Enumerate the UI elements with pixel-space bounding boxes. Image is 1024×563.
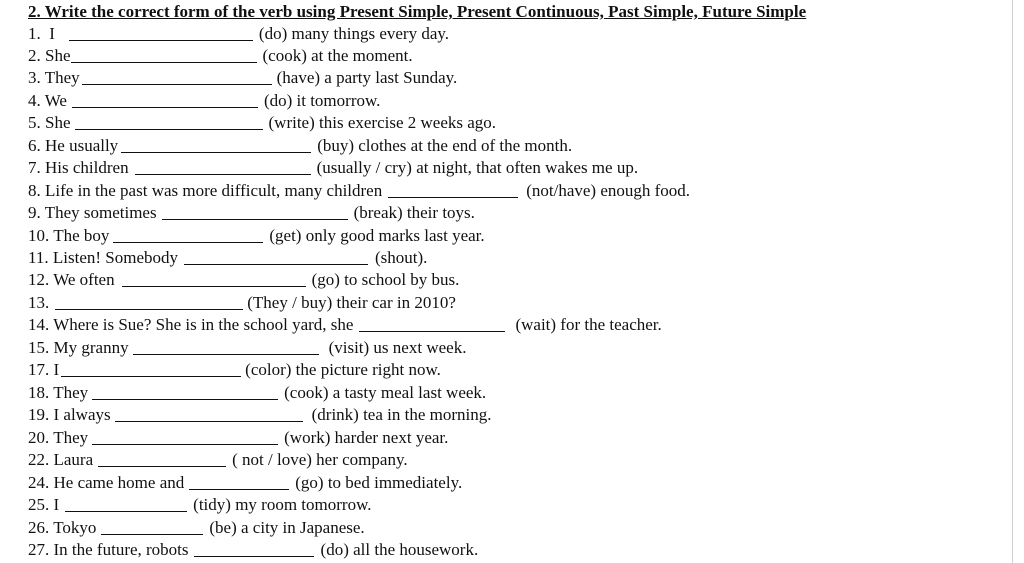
exercise-item-26	[28, 516, 365, 538]
exercise-item-11	[28, 246, 427, 268]
item-prompt: 2. She	[28, 46, 71, 65]
item-verb-hint: (write) this exercise 2 weeks ago.	[268, 113, 497, 132]
item-prompt: 11. Listen! Somebody	[28, 248, 178, 267]
answer-blank[interactable]	[98, 450, 226, 467]
item-prompt: 20. They	[28, 428, 89, 447]
exercise-item-10	[28, 224, 485, 246]
item-verb-hint: (visit) us next week.	[328, 338, 467, 357]
answer-blank[interactable]	[92, 383, 278, 400]
item-verb-hint: (drink) tea in the morning.	[311, 405, 492, 424]
item-prompt: 25. I	[28, 495, 60, 514]
answer-blank[interactable]	[133, 338, 319, 355]
exercise-item-12	[28, 268, 459, 290]
exercise-item-2	[28, 44, 413, 66]
item-prompt: 17. I	[28, 360, 60, 379]
item-verb-hint: (break) their toys.	[353, 203, 475, 222]
item-verb-hint: (wait) for the teacher.	[515, 315, 662, 334]
answer-blank[interactable]	[72, 91, 258, 108]
answer-blank[interactable]	[75, 113, 263, 130]
item-prompt: 18. They	[28, 383, 89, 402]
item-verb-hint: (usually / cry) at night, that often wakes me up.	[316, 158, 639, 177]
item-prompt: 8. Life in the past was more difficult, many children	[28, 181, 383, 200]
answer-blank[interactable]	[121, 136, 311, 153]
answer-blank[interactable]	[162, 203, 348, 220]
answer-blank[interactable]	[69, 24, 253, 41]
item-verb-hint: (cook) at the moment.	[262, 46, 413, 65]
item-verb-hint: (have) a party last Sunday.	[276, 68, 458, 87]
exercise-item-13	[28, 291, 456, 313]
item-prompt: 6. He usually	[28, 136, 119, 155]
answer-blank[interactable]	[113, 226, 263, 243]
item-verb-hint: (They / buy) their car in 2010?	[247, 293, 456, 312]
item-prompt: 9. They sometimes	[28, 203, 157, 222]
item-verb-hint: (be) a city in Japanese.	[209, 518, 365, 537]
answer-blank[interactable]	[189, 473, 289, 490]
item-prompt: 13.	[28, 293, 50, 312]
item-verb-hint: (get) only good marks last year.	[269, 226, 485, 245]
answer-blank[interactable]	[194, 540, 314, 557]
item-prompt: 14. Where is Sue? She is in the school yard, she	[28, 315, 354, 334]
exercise-item-19	[28, 403, 492, 425]
exercise-item-25	[28, 493, 372, 515]
exercise-item-4	[28, 89, 380, 111]
item-prompt: 26. Tokyo	[28, 518, 97, 537]
item-prompt: 10. The boy	[28, 226, 110, 245]
exercise-item-22	[28, 448, 408, 470]
item-prompt: 24. He came home and	[28, 473, 185, 492]
exercise-item-1	[28, 22, 449, 44]
item-verb-hint: (tidy) my room tomorrow.	[193, 495, 372, 514]
exercise-item-18	[28, 381, 486, 403]
item-prompt: 7. His children	[28, 158, 129, 177]
exercise-title: 2. Write the correct form of the verb using Present Simple, Present Continuous, Past Simple, Future Simple	[28, 2, 807, 21]
item-prompt: 15. My granny	[28, 338, 129, 357]
answer-blank[interactable]	[82, 68, 272, 85]
exercise-item-3	[28, 66, 457, 88]
exercise-item-24	[28, 471, 462, 493]
item-verb-hint: (work) harder next year.	[284, 428, 449, 447]
item-prompt: 4. We	[28, 91, 67, 110]
item-prompt: 27. In the future, robots	[28, 540, 189, 559]
answer-blank[interactable]	[359, 315, 505, 332]
answer-blank[interactable]	[135, 158, 311, 175]
exercise-item-9	[28, 201, 475, 223]
item-prompt: 22. Laura	[28, 450, 94, 469]
exercise-item-14	[28, 313, 662, 335]
item-verb-hint: (cook) a tasty meal last week.	[284, 383, 487, 402]
exercise-item-15	[28, 336, 466, 358]
page-edge-divider	[1012, 0, 1013, 563]
item-verb-hint: (buy) clothes at the end of the month.	[317, 136, 573, 155]
item-verb-hint: (shout).	[375, 248, 428, 267]
exercise-item-5	[28, 111, 496, 133]
exercise-item-6	[28, 134, 572, 156]
answer-blank[interactable]	[61, 360, 241, 377]
answer-blank[interactable]	[92, 428, 278, 445]
item-prompt: 12. We often	[28, 270, 115, 289]
item-verb-hint: ( not / love) her company.	[232, 450, 408, 469]
item-prompt: 19. I always	[28, 405, 111, 424]
item-verb-hint: (go) to school by bus.	[311, 270, 460, 289]
answer-blank[interactable]	[122, 270, 306, 287]
answer-blank[interactable]	[115, 405, 303, 422]
answer-blank[interactable]	[388, 181, 518, 198]
exercise-item-27	[28, 538, 478, 560]
exercise-item-17	[28, 358, 441, 380]
item-verb-hint: (do) many things every day.	[258, 24, 450, 43]
exercise-item-20	[28, 426, 448, 448]
item-verb-hint: (go) to bed immediately.	[295, 473, 463, 492]
item-verb-hint: (color) the picture right now.	[245, 360, 441, 379]
answer-blank[interactable]	[71, 46, 257, 63]
answer-blank[interactable]	[101, 518, 203, 535]
item-prompt: 1. I	[28, 24, 55, 43]
answer-blank[interactable]	[65, 495, 187, 512]
answer-blank[interactable]	[55, 293, 243, 310]
item-prompt: 5. She	[28, 113, 71, 132]
answer-blank[interactable]	[184, 248, 368, 265]
item-verb-hint: (do) all the housework.	[320, 540, 479, 559]
item-verb-hint: (not/have) enough food.	[526, 181, 691, 200]
exercise-item-7	[28, 156, 638, 178]
exercise-item-8	[28, 179, 690, 201]
item-verb-hint: (do) it tomorrow.	[263, 91, 381, 110]
item-prompt: 3. They	[28, 68, 80, 87]
